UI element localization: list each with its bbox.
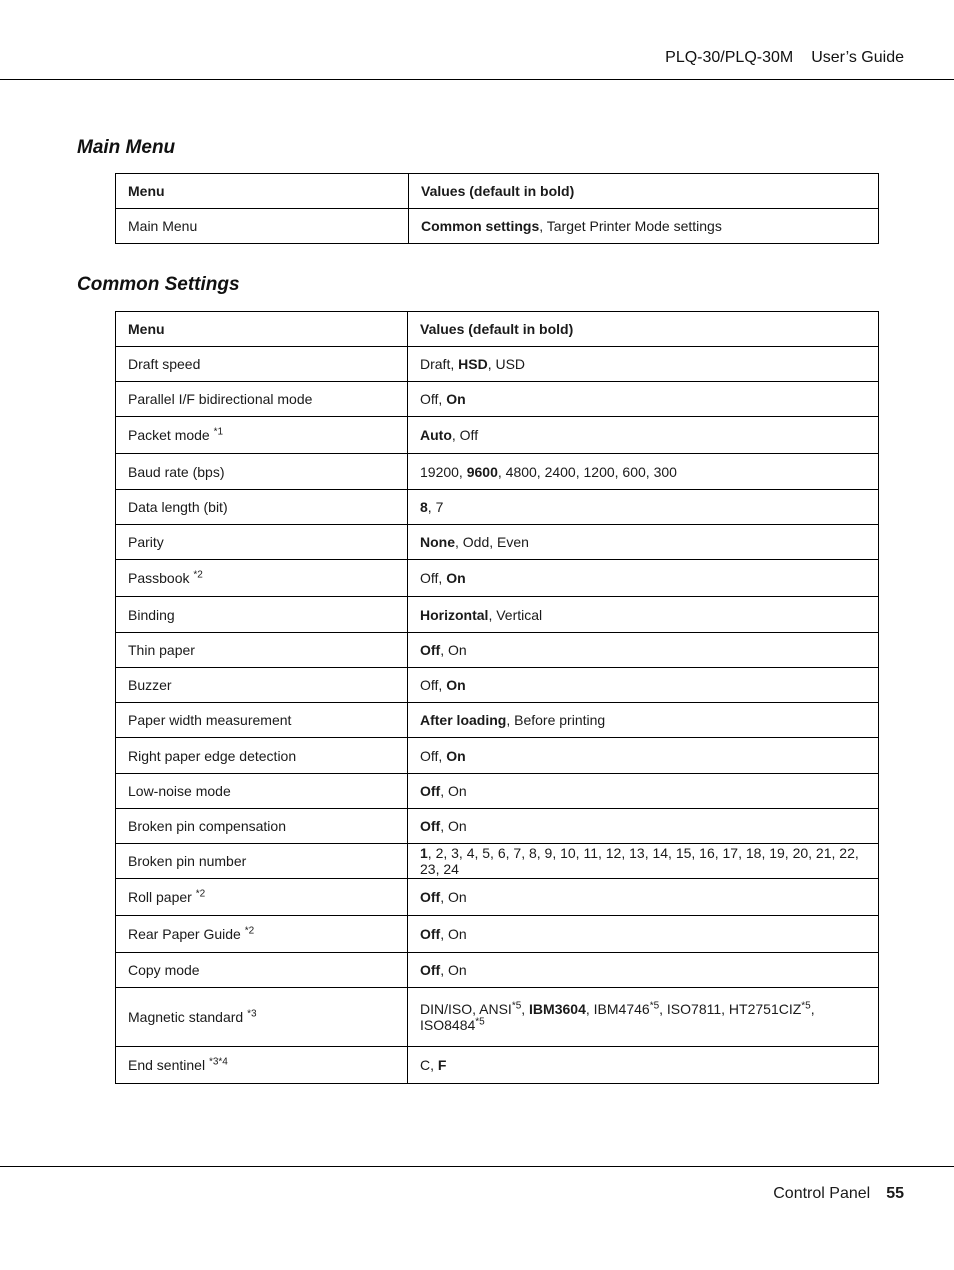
- page-number: 55: [886, 1185, 904, 1202]
- footnote-ref: *2: [244, 925, 255, 937]
- values-cell: [409, 209, 879, 244]
- value-text: , USD: [487, 356, 526, 372]
- column-header-menu: Menu: [116, 312, 408, 347]
- value-text: , On: [440, 783, 467, 799]
- guide-name: User’s Guide: [811, 49, 904, 66]
- table-row: [116, 809, 879, 844]
- table-row: [116, 844, 879, 879]
- menu-cell: [116, 988, 408, 1047]
- table-row: [116, 417, 879, 454]
- values-cell: [408, 490, 879, 525]
- default-value: On: [446, 677, 466, 693]
- table-row: [116, 209, 879, 244]
- menu-cell: [116, 560, 408, 597]
- menu-cell: [116, 597, 408, 633]
- table-row: [116, 382, 879, 417]
- menu-cell: [116, 774, 408, 809]
- table-row: [116, 525, 879, 560]
- values-cell: [408, 774, 879, 809]
- menu-label: Parallel I/F bidirectional mode: [128, 391, 313, 407]
- footer-section: Control Panel: [773, 1185, 871, 1202]
- value-text: , 4800, 2400, 1200, 600, 300: [497, 463, 677, 480]
- common-settings-table: [115, 311, 879, 1084]
- footnote-ref: *3*4: [208, 1056, 228, 1068]
- menu-label: Rear Paper Guide: [128, 926, 241, 942]
- menu-cell: [116, 209, 409, 244]
- table-row: [116, 916, 879, 953]
- menu-label: Data length (bit): [128, 499, 228, 515]
- main-menu-title: Main Menu: [77, 137, 176, 158]
- value-text: , Target Printer Mode settings: [539, 218, 722, 234]
- footnote-ref: *5: [511, 1000, 522, 1012]
- values-cell: [408, 953, 879, 988]
- table-row: [116, 879, 879, 916]
- default-value: F: [437, 1057, 447, 1073]
- footnote-ref: *1: [213, 426, 224, 438]
- menu-cell: [116, 382, 408, 417]
- values-cell: [408, 988, 879, 1047]
- menu-label: Copy mode: [128, 962, 200, 978]
- value-text: , 7: [427, 499, 444, 515]
- default-value: Horizontal: [420, 606, 489, 623]
- table-row: [116, 738, 879, 774]
- value-text: 19200,: [420, 463, 467, 480]
- menu-cell: [116, 525, 408, 560]
- menu-cell: [116, 668, 408, 703]
- default-value: Off: [420, 818, 441, 834]
- default-value: HSD: [458, 356, 488, 372]
- default-value: Common settings: [421, 218, 540, 234]
- value-text: , Off: [451, 427, 479, 443]
- value-text: Off,: [420, 747, 447, 764]
- values-cell: [408, 560, 879, 597]
- default-value: None: [420, 534, 455, 550]
- menu-label: Binding: [128, 606, 175, 623]
- table-row: [116, 633, 879, 668]
- footnote-ref: *2: [195, 888, 206, 900]
- default-value: On: [446, 570, 466, 586]
- values-cell: [408, 916, 879, 953]
- value-text: , 2, 3, 4, 5, 6, 7, 8, 9, 10, 11, 12, 13, 14, 15, 16, 17, 18, 19, 20, 21, 22, 23, 24: [420, 845, 859, 877]
- footer-rule: [0, 1166, 954, 1167]
- menu-cell: [116, 738, 408, 774]
- menu-cell: [116, 347, 408, 382]
- table-row: [116, 560, 879, 597]
- default-value: On: [446, 747, 466, 764]
- menu-label: Baud rate (bps): [128, 463, 225, 480]
- value-text: , Before printing: [506, 712, 606, 728]
- table-row: [116, 597, 879, 633]
- menu-label: Packet mode: [128, 427, 210, 443]
- menu-label: Passbook: [128, 570, 190, 586]
- menu-label: Draft speed: [128, 356, 201, 372]
- default-value: Off: [420, 926, 441, 942]
- value-text: Off,: [420, 391, 447, 407]
- value-text: , ISO7811, HT2751CIZ: [659, 1001, 802, 1017]
- table-row: [116, 1047, 879, 1084]
- menu-cell: [116, 633, 408, 668]
- values-cell: [408, 1047, 879, 1084]
- menu-cell: [116, 879, 408, 916]
- menu-label: Right paper edge detection: [128, 747, 297, 764]
- main-menu-table: [115, 173, 879, 244]
- footnote-ref: *5: [801, 1000, 811, 1012]
- default-value: 9600: [466, 463, 498, 480]
- value-text: Draft,: [420, 356, 459, 372]
- column-header-values: Values (default in bold): [408, 312, 879, 347]
- values-cell: [408, 844, 879, 879]
- default-value: 8: [420, 499, 428, 515]
- table-row: [116, 668, 879, 703]
- value-text: , On: [440, 818, 467, 834]
- values-cell: [408, 417, 879, 454]
- values-cell: [408, 454, 879, 490]
- footnote-ref: *5: [649, 1000, 660, 1012]
- footnote-ref: *2: [193, 569, 203, 581]
- value-text: ,: [521, 1001, 530, 1017]
- values-cell: [408, 668, 879, 703]
- values-cell: [408, 703, 879, 738]
- menu-label: Roll paper: [128, 889, 192, 905]
- menu-cell: [116, 844, 408, 879]
- menu-cell: [116, 417, 408, 454]
- value-text: Off,: [420, 570, 447, 586]
- table-header-row: [116, 312, 879, 347]
- value-text: , On: [440, 889, 467, 905]
- menu-cell: [116, 454, 408, 490]
- default-value: Off: [420, 642, 441, 658]
- menu-cell: [116, 490, 408, 525]
- value-text: , On: [440, 642, 467, 658]
- table-row: [116, 953, 879, 988]
- value-text: Off,: [420, 677, 447, 693]
- column-header-values: Values (default in bold): [409, 174, 879, 209]
- values-cell: [408, 382, 879, 417]
- product-name: PLQ-30/PLQ-30M: [665, 49, 794, 66]
- menu-label: Buzzer: [128, 677, 172, 693]
- menu-cell: [116, 809, 408, 844]
- menu-label: Broken pin compensation: [128, 818, 286, 834]
- menu-label: Parity: [128, 534, 164, 550]
- default-value: IBM3604: [529, 1001, 586, 1017]
- default-value: Auto: [420, 427, 452, 443]
- menu-label: Paper width measurement: [128, 712, 292, 728]
- menu-cell: [116, 916, 408, 953]
- menu-label: Main Menu: [128, 218, 198, 234]
- menu-label: Low-noise mode: [128, 783, 231, 799]
- value-text: , Vertical: [488, 606, 543, 623]
- table-row: [116, 774, 879, 809]
- menu-label: Magnetic standard: [128, 1009, 244, 1025]
- footnote-ref: *3: [247, 1008, 257, 1020]
- value-text: DIN/ISO, ANSI: [420, 1001, 512, 1017]
- default-value: 1: [420, 845, 428, 861]
- table-row: [116, 454, 879, 490]
- value-text: , Odd, Even: [455, 534, 529, 550]
- menu-label: Broken pin number: [128, 853, 247, 869]
- values-cell: [408, 633, 879, 668]
- values-cell: [408, 809, 879, 844]
- values-cell: [408, 738, 879, 774]
- table-row: [116, 988, 879, 1047]
- values-cell: [408, 597, 879, 633]
- table-row: [116, 347, 879, 382]
- menu-cell: [116, 953, 408, 988]
- values-cell: [408, 879, 879, 916]
- default-value: Off: [420, 962, 441, 978]
- value-text: C,: [420, 1057, 438, 1073]
- menu-label: End sentinel: [128, 1057, 206, 1073]
- menu-cell: [116, 703, 408, 738]
- common-settings-title: Common Settings: [77, 274, 240, 295]
- menu-label: Thin paper: [128, 642, 195, 658]
- table-header-row: [116, 174, 879, 209]
- page-header: [0, 0, 954, 80]
- value-text: , On: [440, 926, 467, 942]
- menu-cell: [116, 1047, 408, 1084]
- default-value: Off: [420, 889, 441, 905]
- value-text: , IBM4746: [585, 1001, 650, 1017]
- value-text: , ISO8484: [420, 1001, 815, 1033]
- table-row: [116, 490, 879, 525]
- header-text: [665, 49, 904, 67]
- values-cell: [408, 525, 879, 560]
- value-text: , On: [440, 962, 467, 978]
- default-value: Off: [420, 783, 441, 799]
- default-value: After loading: [420, 712, 507, 728]
- column-header-menu: Menu: [116, 174, 409, 209]
- page-footer: [773, 1185, 904, 1203]
- values-cell: [408, 347, 879, 382]
- default-value: On: [446, 391, 466, 407]
- footnote-ref: *5: [475, 1016, 485, 1028]
- table-row: [116, 703, 879, 738]
